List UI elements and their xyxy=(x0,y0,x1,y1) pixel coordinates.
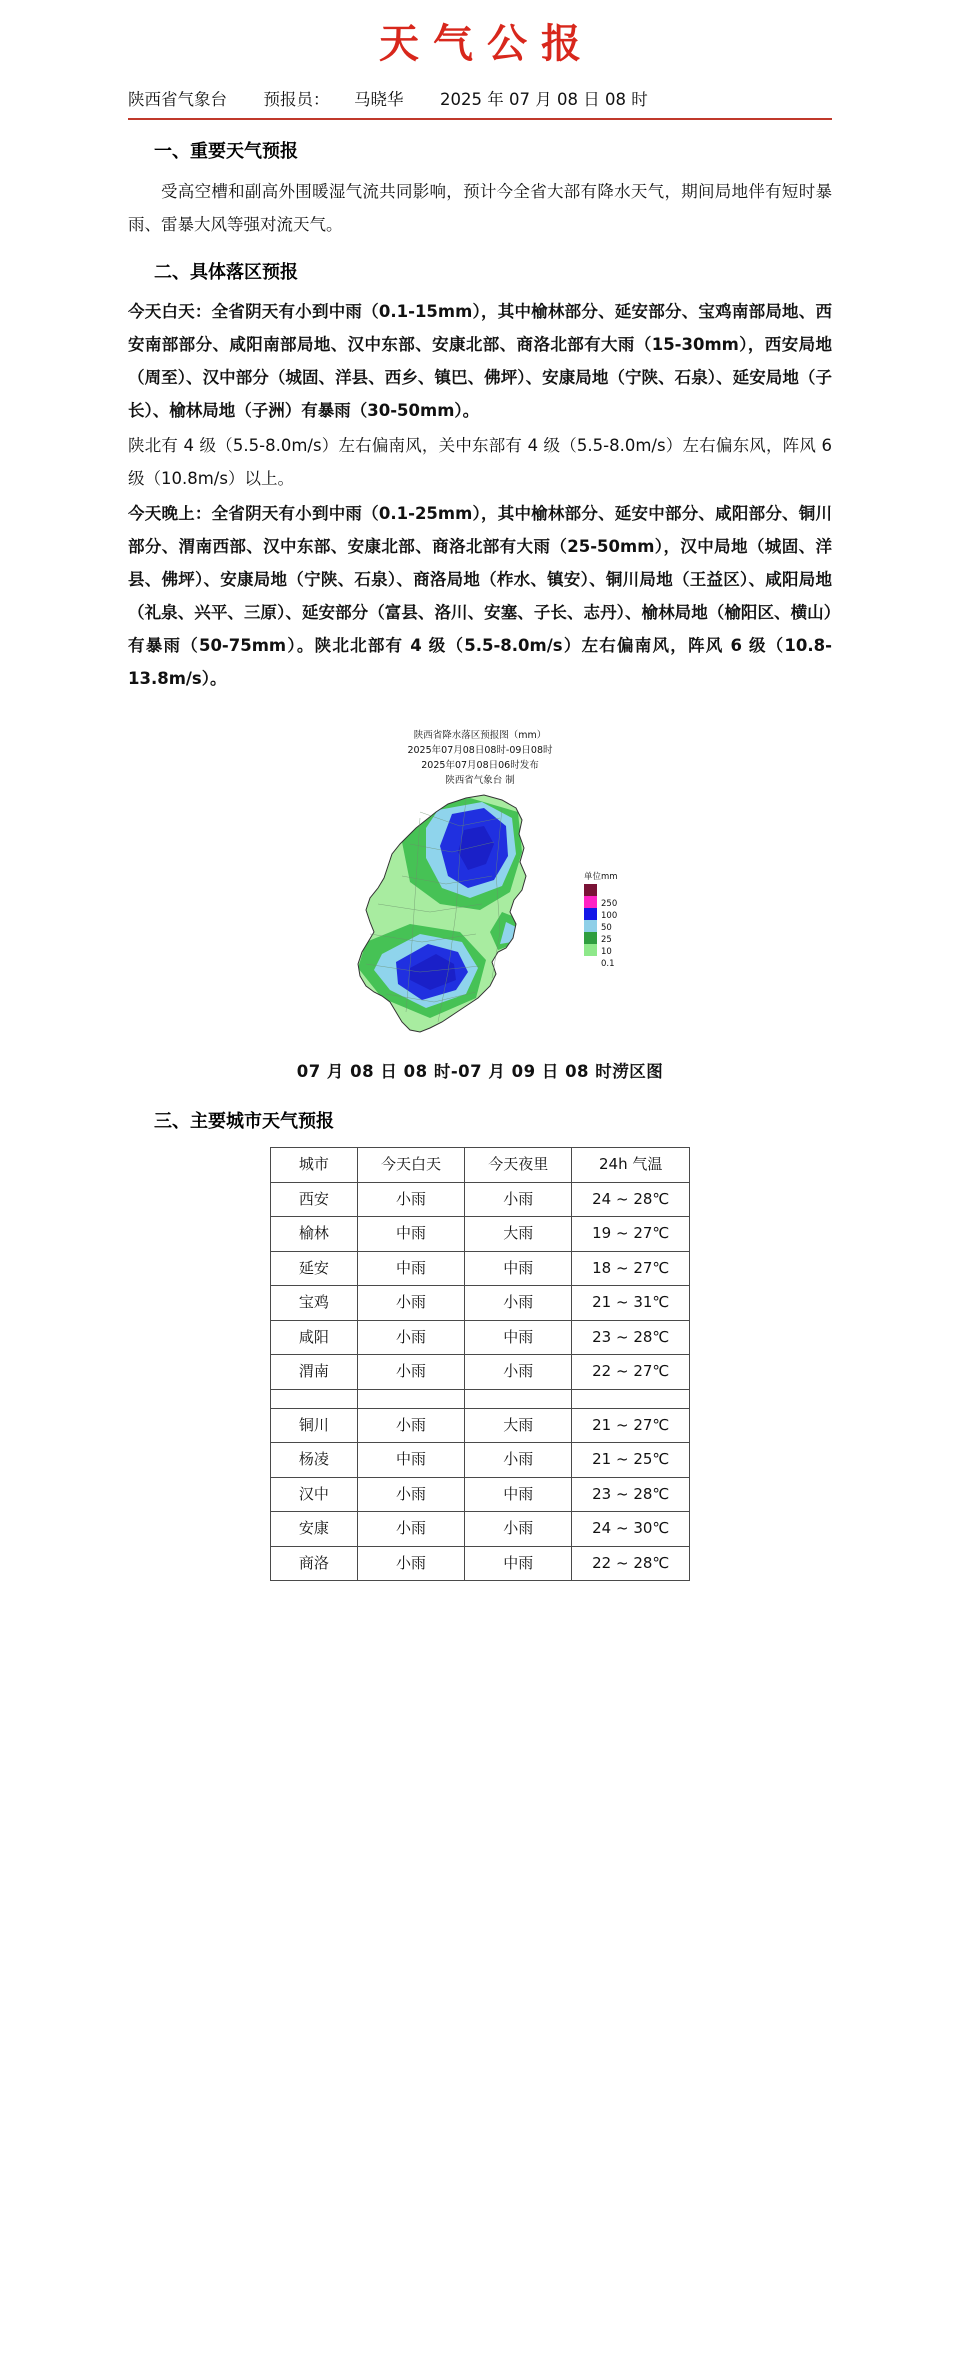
legend-item xyxy=(584,896,618,910)
cell-daytime: 小雨 xyxy=(357,1512,464,1547)
map-producer: 陕西省气象台 制 xyxy=(445,774,515,786)
cell-night: 小雨 xyxy=(465,1182,572,1217)
legend-label-100: 100 xyxy=(601,911,618,922)
cell-city: 延安 xyxy=(271,1251,358,1286)
legend-item xyxy=(584,920,612,934)
cell-temperature: 21 ~ 25℃ xyxy=(572,1443,690,1478)
cell-daytime: 中雨 xyxy=(357,1251,464,1286)
cell-temperature: 22 ~ 27℃ xyxy=(572,1355,690,1390)
cell-temperature: 24 ~ 30℃ xyxy=(572,1512,690,1547)
city-forecast-table xyxy=(270,1147,690,1581)
legend-item xyxy=(584,956,615,970)
table-row xyxy=(271,1286,690,1321)
table-row xyxy=(271,1355,690,1390)
column-header-daytime: 今天白天 xyxy=(357,1148,464,1183)
page-title: 天气公报 xyxy=(379,21,595,67)
table-row xyxy=(271,1320,690,1355)
table-row xyxy=(271,1217,690,1252)
cell-temperature: 23 ~ 28℃ xyxy=(572,1320,690,1355)
section-2-paragraph-1: 今天白天：全省阴天有小到中雨（0.1-15mm），其中榆林部分、延安部分、宝鸡南部局地、西安南部部分、咸阳南部局地、汉中东部、安康北部、商洛北部有大雨（15-30mm），西安局地（周至）、汉中部分（城固、洋县、西乡、镇巴、佛坪）、安康局地（宁陕、石泉）、延安局地（子长）、榆林局地（子洲）有暴雨（30-50mm）。 xyxy=(128,302,832,421)
cell-night: 大雨 xyxy=(465,1217,572,1252)
table-row xyxy=(271,1182,690,1217)
table-row xyxy=(271,1443,690,1478)
section-1-paragraph-1: 受高空槽和副高外围暖湿气流共同影响，预计今全省大部有降水天气，期间局地伴有短时暴雨、雷暴大风等强对流天气。 xyxy=(128,181,832,234)
table-header-row xyxy=(271,1148,690,1183)
legend-colorbar xyxy=(584,884,618,970)
section-2-paragraph-2: 陕北有 4 级（5.5-8.0m/s）左右偏南风，关中东部有 4 级（5.5-8.0m/s）左右偏东风，阵风 6 级（10.8m/s）以上。 xyxy=(128,436,832,489)
legend-label-25: 25 xyxy=(601,935,612,946)
map-issued-time: 2025年07月08日06时发布 xyxy=(421,759,539,771)
precipitation-map-figure xyxy=(128,729,832,1082)
cell-city: 汉中 xyxy=(271,1477,358,1512)
legend-label-250: 250 xyxy=(601,899,618,910)
cell-daytime: 中雨 xyxy=(357,1217,464,1252)
cell-temperature: 18 ~ 27℃ xyxy=(572,1251,690,1286)
cell-city: 铜川 xyxy=(271,1408,358,1443)
legend-item xyxy=(584,932,612,946)
table-row-spacer xyxy=(271,1389,690,1408)
section-heading-2: 二、具体落区预报 xyxy=(154,261,298,283)
legend-item xyxy=(584,908,618,922)
column-header-night: 今天夜里 xyxy=(465,1148,572,1183)
cell-temperature: 24 ~ 28℃ xyxy=(572,1182,690,1217)
cell-city: 杨凌 xyxy=(271,1443,358,1478)
legend-label-10: 10 xyxy=(601,947,612,958)
table-row xyxy=(271,1546,690,1581)
document-body xyxy=(128,138,832,1581)
cell-night: 中雨 xyxy=(465,1320,572,1355)
table-row xyxy=(271,1512,690,1547)
cell-daytime: 小雨 xyxy=(357,1286,464,1321)
legend-swatch-10 xyxy=(584,932,597,944)
byline-container xyxy=(128,88,832,120)
cell-city: 渭南 xyxy=(271,1355,358,1390)
section-2-paragraph-3: 今天晚上：全省阴天有小到中雨（0.1-25mm），其中榆林部分、延安中部分、咸阳部分、铜川部分、渭南西部、汉中东部、安康北部、商洛北部有大雨（25-50mm），汉中局地（城固、洋县、佛坪）、安康局地（宁陕、石泉）、商洛局地（柞水、镇安）、铜川局地（王益区）、咸阳局地（礼泉、兴平、三原）、延安部分（富县、洛川、安塞、子长、志丹）、榆林局地（榆阳区、横山）有暴雨（50-75mm）。陕北北部有 4 级（5.5-8.0m/s）左右偏南风，阵风 6 级（10.8-13.8m/s）。 xyxy=(128,504,832,689)
cell-temperature: 21 ~ 27℃ xyxy=(572,1408,690,1443)
cell-temperature: 19 ~ 27℃ xyxy=(572,1217,690,1252)
legend-item xyxy=(584,944,612,958)
cell-city: 商洛 xyxy=(271,1546,358,1581)
map-title-block xyxy=(345,729,615,788)
cell-temperature: 21 ~ 31℃ xyxy=(572,1286,690,1321)
cell-night: 小雨 xyxy=(465,1512,572,1547)
forecaster-label: 预报员： xyxy=(263,90,330,109)
legend-item xyxy=(584,884,597,896)
cell-daytime: 小雨 xyxy=(357,1355,464,1390)
forecaster-name: 马晓华 xyxy=(354,90,404,109)
legend-swatch-25 xyxy=(584,920,597,932)
cell-night: 小雨 xyxy=(465,1443,572,1478)
section-heading-3: 三、主要城市天气预报 xyxy=(154,1111,334,1133)
map-legend xyxy=(584,870,648,968)
legend-swatch-50 xyxy=(584,908,597,920)
cell-daytime: 中雨 xyxy=(357,1443,464,1478)
cell-temperature: 22 ~ 28℃ xyxy=(572,1546,690,1581)
legend-label-01: 0.1 xyxy=(601,959,615,970)
legend-swatch-250 xyxy=(584,884,597,896)
byline xyxy=(128,88,832,113)
issue-datetime: 2025 年 07 月 08 日 08 时 xyxy=(440,90,648,109)
column-header-temperature: 24h 气温 xyxy=(572,1148,690,1183)
cell-city: 榆林 xyxy=(271,1217,358,1252)
cell-daytime: 小雨 xyxy=(357,1182,464,1217)
table-row xyxy=(271,1408,690,1443)
cell-temperature: 23 ~ 28℃ xyxy=(572,1477,690,1512)
cell-city: 西安 xyxy=(271,1182,358,1217)
legend-label-50: 50 xyxy=(601,923,612,934)
figure-caption: 07 月 08 日 08 时-07 月 09 日 08 时涝区图 xyxy=(296,1062,664,1082)
column-header-city: 城市 xyxy=(271,1148,358,1183)
cell-daytime: 小雨 xyxy=(357,1546,464,1581)
table-body xyxy=(271,1182,690,1581)
table-row xyxy=(271,1477,690,1512)
issuing-office: 陕西省气象台 xyxy=(128,90,227,109)
cell-daytime: 小雨 xyxy=(357,1408,464,1443)
map-title: 陕西省降水落区预报图（mm） xyxy=(413,730,547,742)
cell-night: 中雨 xyxy=(465,1477,572,1512)
cell-night: 大雨 xyxy=(465,1408,572,1443)
legend-swatch-100 xyxy=(584,896,597,908)
cell-night: 中雨 xyxy=(465,1546,572,1581)
cell-night: 小雨 xyxy=(465,1355,572,1390)
legend-title: 单位mm xyxy=(584,872,618,883)
cell-city: 宝鸡 xyxy=(271,1286,358,1321)
cell-city: 咸阳 xyxy=(271,1320,358,1355)
legend-swatch-01 xyxy=(584,944,597,956)
table-row xyxy=(271,1251,690,1286)
map-canvas xyxy=(270,792,690,1042)
cell-daytime: 小雨 xyxy=(357,1320,464,1355)
cell-city: 安康 xyxy=(271,1512,358,1547)
cell-night: 中雨 xyxy=(465,1251,572,1286)
map-period: 2025年07月08日08时-09日08时 xyxy=(407,745,553,757)
cell-night: 小雨 xyxy=(465,1286,572,1321)
cell-daytime: 小雨 xyxy=(357,1477,464,1512)
section-heading-1: 一、重要天气预报 xyxy=(154,140,298,162)
